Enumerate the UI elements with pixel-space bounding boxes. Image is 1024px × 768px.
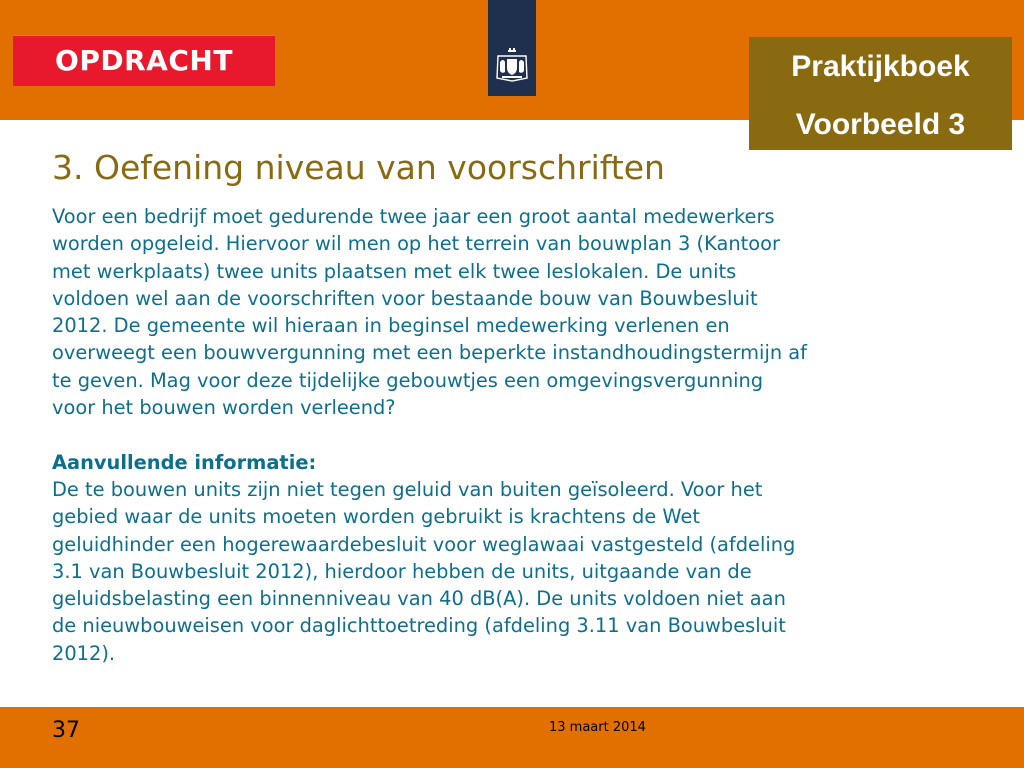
body-line: voldoen wel aan de voorschriften voor bestaande bouw van Bouwbesluit [52,286,758,310]
body-line: 3.1 van Bouwbesluit 2012), hierdoor hebben de units, uitgaande van de [52,559,752,583]
body-text [52,203,952,667]
opdracht-label: OPDRACHT [13,35,275,86]
body-line: Voor een bedrijf moet gedurende twee jaar een groot aantal medewerkers [52,205,775,228]
footer-bar [0,707,1024,768]
body-line: gebied waar de units moeten worden gebruikt is krachtens de Wet [52,505,700,529]
praktijkboek-title: Praktijkboek [791,50,970,83]
page-title: 3. Oefening niveau van voorschriften [52,148,665,187]
body-line: 2012). [52,641,116,665]
praktijkboek-box [749,37,1012,150]
paragraph-gap [52,421,952,448]
page-number: 37 [52,718,80,743]
body-line: de nieuwbouweisen voor daglichttoetreding (afdeling 3.11 van Bouwbesluit [52,614,786,638]
voorbeeld-number: Voorbeeld 3 [795,108,966,141]
body-line: geluidhinder een hogerewaardebesluit voor weglawaai vastgesteld (afdeling [52,532,796,556]
body-line: geluidsbelasting een binnenniveau van 40 dB(A). De units voldoen niet aan [52,587,786,611]
body-line: worden opgeleid. Hiervoor wil men op het terrein van bouwplan 3 (Kantoor [52,232,780,256]
coat-of-arms-icon [494,48,530,84]
emblem-band [488,0,536,96]
body-line: De te bouwen units zijn niet tegen geluid van buiten geïsoleerd. Voor het [52,477,763,501]
body-line: overweegt een bouwvergunning met een beperkte instandhoudingstermijn af [52,341,807,365]
subheading: Aanvullende informatie: [52,450,317,474]
body-line: voor het bouwen worden verleend? [52,396,396,420]
body-line: met werkplaats) twee units plaatsen met elk twee leslokalen. De units [52,259,737,283]
footer-date: 13 maart 2014 [549,720,646,735]
body-line: te geven. Mag voor deze tijdelijke gebouwtjes een omgevingsvergunning [52,368,764,392]
body-line: 2012. De gemeente wil hieraan in beginsel medewerking verlenen en [52,314,730,338]
